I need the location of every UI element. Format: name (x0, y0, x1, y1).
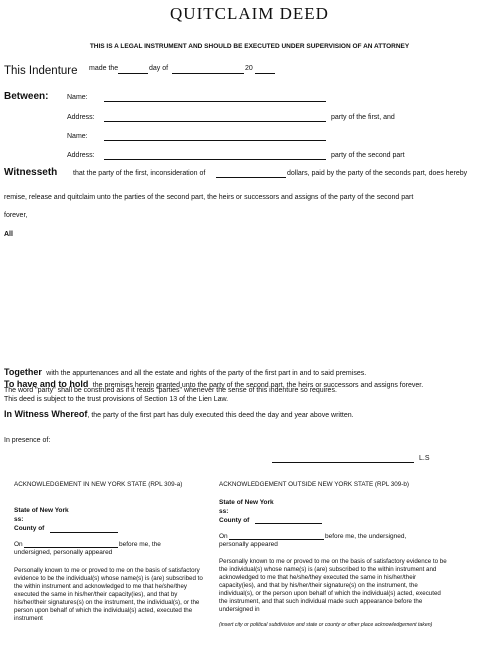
second-party-name-field[interactable] (104, 140, 326, 141)
to-have-lead: To have and to hold (4, 379, 89, 389)
ack-out-note: (insert city or political subdivision and state or county or other place acknowledgement taken) (219, 622, 433, 628)
ack-out-on: On (219, 533, 228, 540)
together-text: with the appurtenances and all the estate and rights of the party of the first part in and to said premises. (46, 370, 367, 377)
name-label-2: Name: (67, 133, 88, 140)
together-lead: Together (4, 367, 42, 377)
day-field[interactable] (118, 73, 148, 74)
ack-out-before: before me, the undersigned, (325, 533, 407, 540)
ack-ny-county-field[interactable] (50, 532, 118, 533)
all-label: All (4, 231, 13, 238)
ack-out-county: County of (219, 517, 250, 524)
ack-out-county-field[interactable] (255, 523, 322, 524)
indenture-row (4, 61, 78, 79)
signature-field[interactable] (272, 462, 414, 463)
in-witness-row (4, 404, 354, 422)
ack-ny-ss: ss: (14, 516, 24, 523)
to-have-text: the premises herein granted unto the party of the second part, the heirs or successors and assigns forever. (92, 382, 424, 389)
address-label-2: Address: (67, 152, 95, 159)
consideration-field[interactable] (216, 177, 286, 178)
month-field[interactable] (172, 73, 244, 74)
ack-ny-state: State of New York (14, 507, 69, 514)
ack-ny-heading: ACKNOWLEDGEMENT IN NEW YORK STATE (RPL 309-a) (14, 481, 183, 488)
first-party-label: party of the first, and (331, 114, 395, 121)
witnesseth-text-2: dollars, paid by the party of the seconds part, does hereby (287, 170, 468, 177)
in-witness-lead: In Witness Whereof (4, 409, 88, 419)
ack-ny-body: Personally known to me or proved to me on the basis of satisfactory evidence to be the individual(s) whose name(s) is (are) subscribed to the within instrument and acknowledged to me that he/she/they executed the same in his/her/their capacity(ies), and that by his/her/their signatures(s) on the instrument, the individual(s), or the person upon behalf of which the individual(s) acted, executed the instrument (14, 567, 203, 622)
ack-ny-county: County of (14, 525, 45, 532)
between-heading: Between: (4, 91, 49, 102)
address-label-1: Address: (67, 114, 95, 121)
witnesseth-line-3: forever, (4, 212, 28, 219)
witnesseth-line-2: remise, release and quitclaim unto the parties of the second part, the heirs or successors and assigns of the party of the second part (4, 194, 414, 201)
ack-ny-before: before me, the (119, 541, 161, 548)
day-of-label: day of (149, 65, 169, 72)
year-field[interactable] (255, 73, 275, 74)
ack-out-state: State of New York (219, 499, 274, 506)
in-presence-label: In presence of: (4, 437, 51, 444)
made-the-label: made the (89, 65, 119, 72)
lien-law-line: This deed is subject to the trust provisions of Section 13 of the Lien Law. (4, 396, 229, 403)
ack-out-ss: ss: (219, 508, 229, 515)
first-party-name-field[interactable] (104, 101, 326, 102)
document-subtitle: THIS IS A LEGAL INSTRUMENT AND SHOULD BE EXECUTED UNDER SUPERVISION OF AN ATTORNEY (89, 43, 410, 50)
ack-ny-on: On (14, 541, 23, 548)
party-construed-line: The word "party" shall be construed as if it reads "parties" whenever the sense of this indenture so requires. (4, 387, 337, 394)
name-label-1: Name: (67, 94, 88, 101)
in-witness-text: , the party of the first part has duly executed this deed the day and year above written. (87, 412, 354, 419)
document-title: QUITCLAIM DEED (170, 4, 329, 23)
ack-out-body: Personally known to me or proved to me on the basis of satisfactory evidence to be the individual(s) whose name(s) is (are) subscribed to the within instrument and acknowledged to me that he/she/they executed the same in his/her/their capacity(ies), and that by his/her/their signature(s) on the instrument, the individual(s), or the person upon behalf of which the individual(s) acted, executed the instrument, and that such individual made such appearance before the undersigned in (219, 558, 447, 613)
witnesseth-text-1: that the party of the first, inconsideration of (73, 170, 206, 177)
ack-out-date-field[interactable] (229, 539, 324, 540)
ls-label: L.S (419, 455, 430, 462)
witnesseth-lead: Witnesseth (4, 167, 58, 178)
ack-ny-appeared: undersigned, personally appeared (14, 549, 113, 556)
ack-out-appeared: personally appeared (219, 541, 278, 548)
second-party-address-field[interactable] (104, 159, 326, 160)
ack-out-heading: ACKNOWLEDGEMENT OUTSIDE NEW YORK STATE (RPL 309-b) (219, 481, 409, 488)
first-party-address-field[interactable] (104, 121, 326, 122)
second-party-label: party of the second part (331, 152, 405, 159)
ack-ny-date-field[interactable] (24, 547, 118, 548)
indenture-lead: This Indenture (4, 65, 78, 77)
year-prefix: 20 (245, 65, 253, 72)
